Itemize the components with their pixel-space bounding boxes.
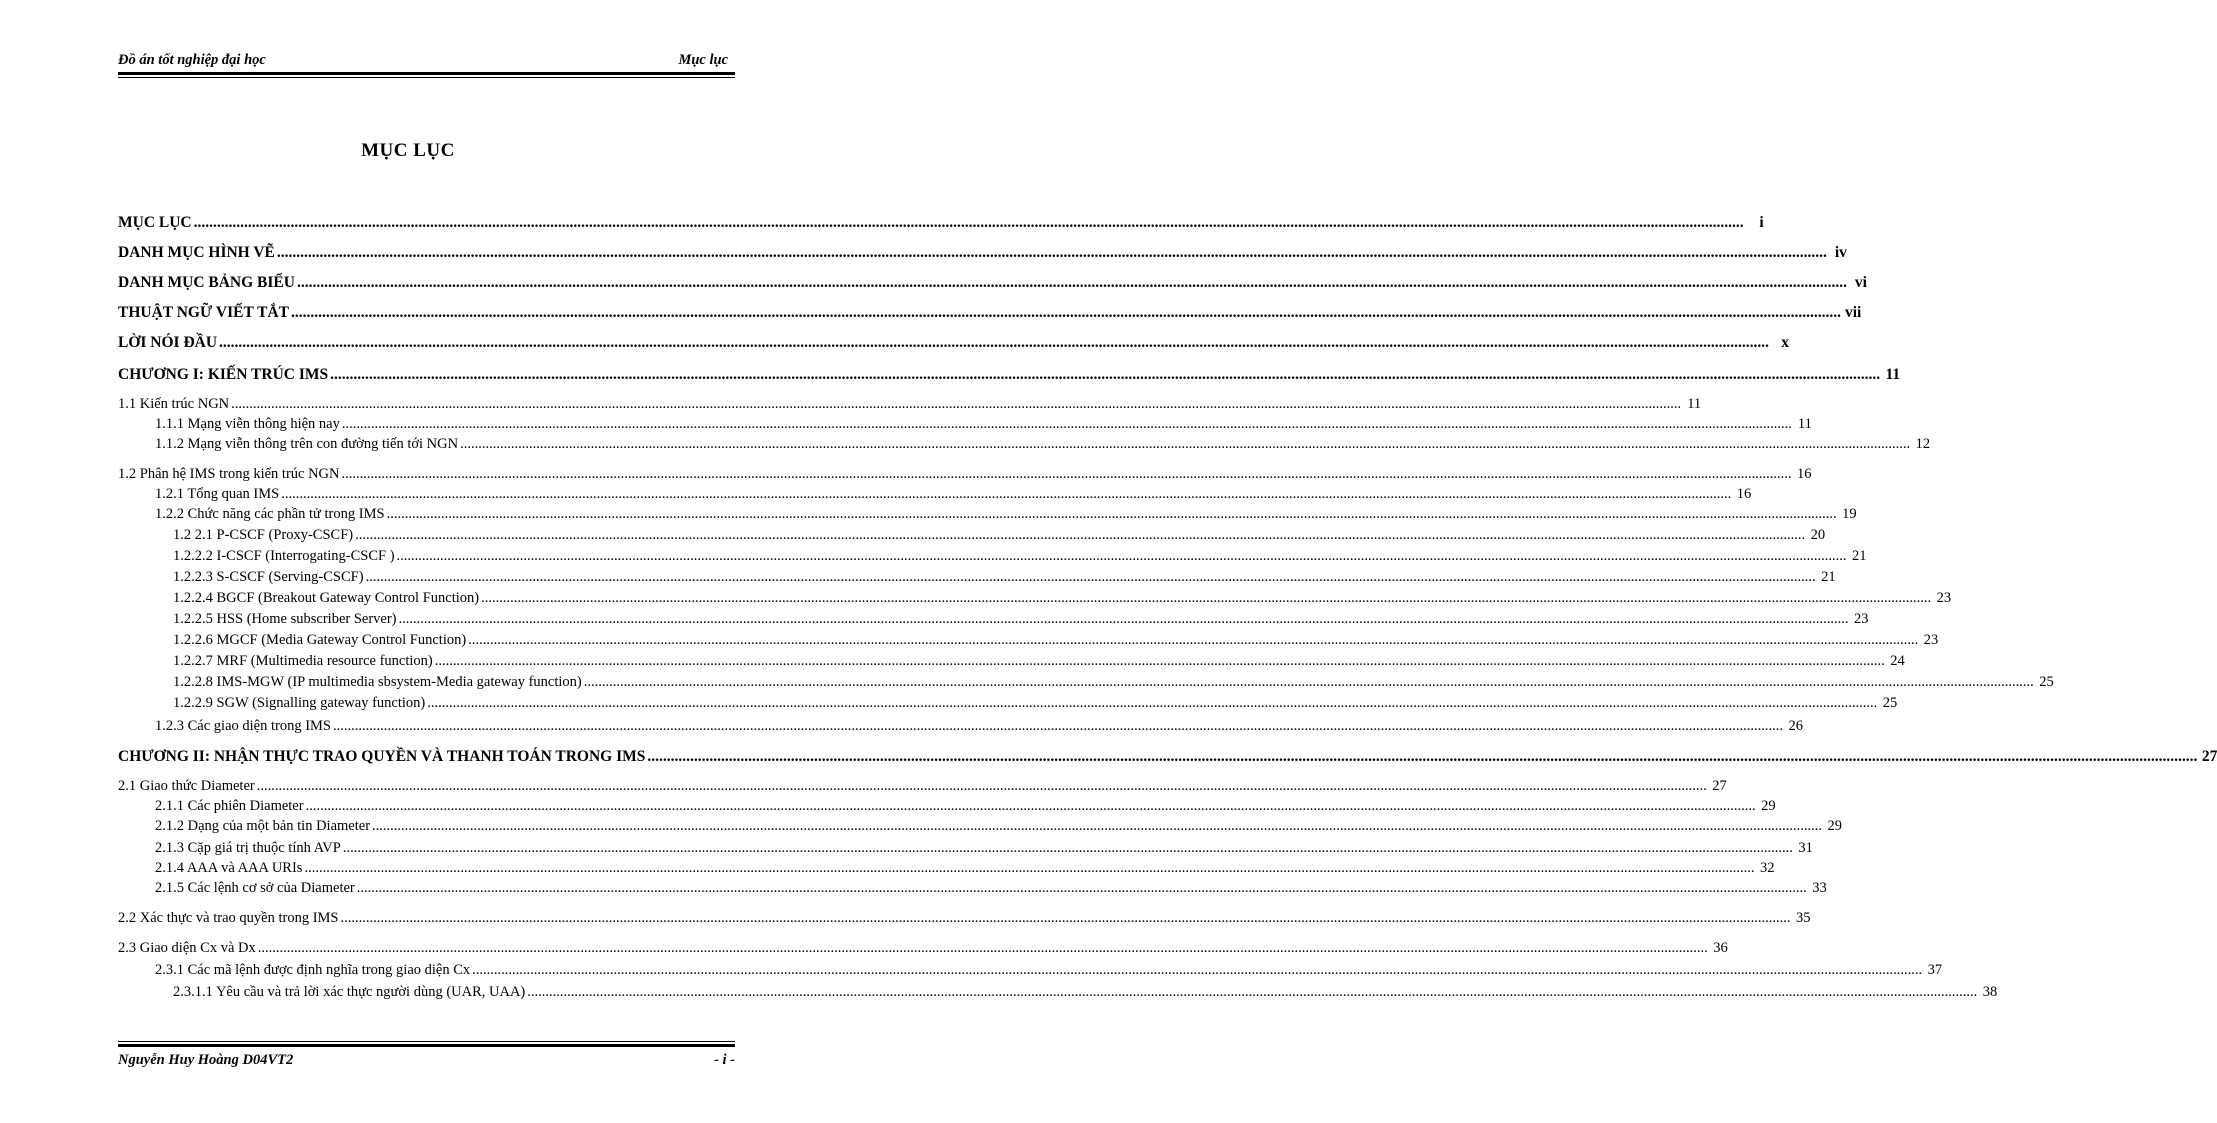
toc-entry[interactable] [155, 486, 1752, 506]
toc-dot-leader: ................................................................................................................................................................................................................................................................................................................................................................................................................ [193, 214, 1744, 231]
toc-entry-title: 2.3 Giao diện Cx và Dx [118, 940, 256, 956]
toc-entry-page: 21 [1821, 569, 1836, 585]
toc-entry-title: 2.1.5 Các lệnh cơ sở của Diameter [155, 880, 355, 896]
toc-entry[interactable] [118, 940, 1728, 960]
toc-entry-title: 1.2.2.6 MGCF (Media Gateway Control Function) [173, 632, 467, 648]
toc-dot-leader: ................................................................................................................................................................................................................................................................................................................................................................................................................ [481, 590, 1932, 606]
toc-entry-title: 1.1 Kiến trúc NGN [118, 396, 230, 412]
toc-entry[interactable] [173, 674, 2054, 694]
toc-entry[interactable] [155, 860, 1775, 880]
toc-entry-title: DANH MỤC HÌNH VẼ [118, 244, 275, 261]
toc-entry-title: 2.1 Giao thức Diameter [118, 778, 255, 794]
toc-entry[interactable] [173, 632, 1939, 652]
toc-entry-title: 2.1.3 Cặp giá trị thuộc tính AVP [155, 840, 341, 856]
toc-entry-title: 1.1.1 Mạng viễn thông hiện nay [155, 416, 340, 432]
toc-dot-leader: ................................................................................................................................................................................................................................................................................................................................................................................................................ [341, 466, 1792, 482]
toc-entry-title: 1.1.2 Mạng viễn thông trên con đường tiến tới NGN [155, 436, 459, 452]
toc-entry-page: 19 [1842, 506, 1857, 522]
toc-dot-leader: ................................................................................................................................................................................................................................................................................................................................................................................................................ [333, 718, 1783, 734]
footer-author: Nguyễn Huy Hoàng D04VT2 [118, 1052, 294, 1068]
toc-entry-title: CHƯƠNG II: NHẬN THỰC TRAO QUYỀN VÀ THANH TOÁN TRONG IMS [118, 748, 646, 765]
toc-entry-page: 26 [1788, 718, 1803, 734]
toc-entry-page: 25 [1882, 695, 1898, 711]
toc-entry[interactable] [173, 984, 1998, 1004]
toc-entry-title: 2.1.2 Dạng của một bản tin Diameter [155, 818, 371, 834]
toc-entry[interactable] [155, 506, 1857, 526]
toc-entry-title: 1.2.2.3 S-CSCF (Serving-CSCF) [173, 569, 364, 585]
toc-entry-page: 11 [1797, 416, 1812, 432]
toc-entry[interactable] [155, 718, 1803, 738]
toc-entry-title: 1.2.2.4 BGCF (Breakout Gateway Control Function) [173, 590, 480, 606]
toc-dot-leader: ................................................................................................................................................................................................................................................................................................................................................................................................................ [231, 396, 1682, 412]
toc-entry-title: 1.2.2.5 HSS (Home subscriber Server) [173, 611, 397, 627]
toc-entry-title: DANH MỤC BẢNG BIỂU [118, 274, 295, 291]
toc-entry[interactable] [118, 274, 1867, 294]
toc-entry-title: 1.2 Phân hệ IMS trong kiến trúc NGN [118, 466, 340, 482]
toc-entry[interactable] [173, 653, 1905, 673]
toc-dot-leader: ................................................................................................................................................................................................................................................................................................................................................................................................................ [296, 274, 1847, 291]
toc-entry[interactable] [118, 396, 1702, 416]
toc-entry[interactable] [118, 244, 1847, 264]
toc-entry[interactable] [173, 527, 1826, 547]
toc-entry[interactable] [155, 818, 1843, 838]
toc-entry-page: iv [1834, 244, 1847, 261]
toc-entry[interactable] [155, 798, 1776, 818]
toc-entry-page: 38 [1982, 984, 1998, 1000]
toc-dot-leader: ................................................................................................................................................................................................................................................................................................................................................................................................................ [341, 416, 1792, 432]
toc-entry-page: vi [1854, 274, 1867, 291]
toc-entry-page: 29 [1761, 798, 1776, 814]
toc-entry[interactable] [118, 778, 1727, 798]
toc-dot-leader: ................................................................................................................................................................................................................................................................................................................................................................................................................ [460, 436, 1911, 452]
toc-entry-page: 20 [1810, 527, 1826, 543]
toc-entry-title: 1.2.1 Tổng quan IMS [155, 486, 280, 502]
toc-entry-page: 37 [1927, 962, 1943, 978]
toc-dot-leader: ................................................................................................................................................................................................................................................................................................................................................................................................................ [330, 366, 1881, 383]
page-header [118, 52, 728, 74]
toc-entry-title: THUẬT NGỮ VIẾT TẮT [118, 304, 289, 321]
footer-rule [118, 1041, 735, 1047]
toc-entry[interactable] [173, 569, 1836, 589]
toc-dot-leader: ................................................................................................................................................................................................................................................................................................................................................................................................................ [281, 486, 1732, 502]
toc-dot-leader: ................................................................................................................................................................................................................................................................................................................................................................................................................ [304, 860, 1755, 876]
toc-dot-leader: ................................................................................................................................................................................................................................................................................................................................................................................................................ [257, 940, 1708, 956]
toc-dot-leader: ................................................................................................................................................................................................................................................................................................................................................................................................................ [372, 818, 1823, 834]
toc-entry-title: LỜI NÓI ĐẦU [118, 334, 218, 351]
toc-entry-title: 1.2.3 Các giao diện trong IMS [155, 718, 331, 734]
toc-entry[interactable] [173, 611, 1869, 631]
toc-entry-page: 16 [1736, 486, 1752, 502]
toc-entry-title: CHƯƠNG I: KIẾN TRÚC IMS [118, 366, 329, 383]
toc-entry-page: 11 [1885, 366, 1901, 383]
toc-entry[interactable] [118, 214, 1764, 234]
toc-dot-leader: ................................................................................................................................................................................................................................................................................................................................................................................................................ [276, 244, 1827, 261]
header-document-title: Đồ án tốt nghiệp đại học [118, 52, 266, 68]
header-rule [118, 72, 735, 78]
toc-entry-page: 27 [1712, 778, 1727, 794]
toc-entry-title: 2.3.1 Các mã lệnh được định nghĩa trong giao diện Cx [155, 962, 471, 978]
footer-page-number: - i - [714, 1052, 735, 1068]
toc-dot-leader: ................................................................................................................................................................................................................................................................................................................................................................................................................ [290, 304, 1841, 321]
toc-entry-title: 1.2 2.1 P-CSCF (Proxy-CSCF) [173, 527, 354, 543]
toc-entry-page: 33 [1812, 880, 1827, 896]
toc-entry[interactable] [173, 548, 1867, 568]
toc-entry-page: 35 [1795, 910, 1811, 926]
toc-entry-page: 29 [1827, 818, 1843, 834]
toc-dot-leader: ................................................................................................................................................................................................................................................................................................................................................................................................................ [427, 695, 1878, 711]
toc-entry-title: 1.2.2.8 IMS-MGW (IP multimedia sbsystem-Media gateway function) [173, 674, 582, 690]
toc-entry-title: 1.2.2.2 I-CSCF (Interrogating-CSCF ) [173, 548, 395, 564]
toc-entry-page: 27 [2201, 748, 2217, 765]
toc-entry-page: x [1781, 334, 1790, 351]
toc-entry[interactable] [118, 466, 1812, 486]
toc-entry[interactable] [118, 748, 2217, 768]
toc-dot-leader: ................................................................................................................................................................................................................................................................................................................................................................................................................ [219, 334, 1770, 351]
toc-dot-leader: ................................................................................................................................................................................................................................................................................................................................................................................................................ [355, 527, 1806, 543]
toc-entry[interactable] [118, 334, 1790, 354]
toc-entry-page: i [1759, 214, 1764, 231]
toc-entry-title: 2.1.4 AAA và AAA URIs [155, 860, 303, 876]
toc-entry-title: 2.1.1 Các phiên Diameter [155, 798, 304, 814]
toc-entry-page: 11 [1687, 396, 1702, 412]
toc-entry[interactable] [118, 304, 1862, 324]
toc-entry-page: 31 [1798, 840, 1813, 856]
toc-dot-leader: ................................................................................................................................................................................................................................................................................................................................................................................................................ [398, 611, 1849, 627]
toc-entry-page: 32 [1759, 860, 1775, 876]
toc-entry[interactable] [173, 590, 1952, 610]
toc-entry[interactable] [118, 910, 1811, 930]
toc-entry-title: 2.2 Xác thực và trao quyền trong IMS [118, 910, 339, 926]
toc-entry-page: 36 [1713, 940, 1728, 956]
header-section-title: Mục lục [678, 52, 728, 68]
toc-dot-leader: ................................................................................................................................................................................................................................................................................................................................................................................................................ [396, 548, 1847, 564]
toc-dot-leader: ................................................................................................................................................................................................................................................................................................................................................................................................................ [434, 653, 1885, 669]
toc-entry-page: 21 [1852, 548, 1867, 564]
toc-dot-leader: ................................................................................................................................................................................................................................................................................................................................................................................................................ [468, 632, 1919, 648]
toc-dot-leader: ................................................................................................................................................................................................................................................................................................................................................................................................................ [472, 962, 1923, 978]
toc-entry[interactable] [118, 366, 1901, 386]
toc-entry[interactable] [155, 416, 1812, 436]
page-title: MỤC LỤC [361, 140, 455, 161]
toc-dot-leader: ................................................................................................................................................................................................................................................................................................................................................................................................................ [365, 569, 1816, 585]
toc-entry-title: 1.2.2.9 SGW (Signalling gateway function) [173, 695, 426, 711]
toc-dot-leader: ................................................................................................................................................................................................................................................................................................................................................................................................................ [527, 984, 1978, 1000]
toc-entry-page: 23 [1923, 632, 1939, 648]
toc-entry-page: 23 [1854, 611, 1869, 627]
toc-dot-leader: ................................................................................................................................................................................................................................................................................................................................................................................................................ [386, 506, 1837, 522]
toc-dot-leader: ................................................................................................................................................................................................................................................................................................................................................................................................................ [256, 778, 1707, 794]
toc-entry-title: 1.2.2 Chức năng các phần tử trong IMS [155, 506, 385, 522]
toc-entry-title: MỤC LỤC [118, 214, 192, 231]
toc-dot-leader: ................................................................................................................................................................................................................................................................................................................................................................................................................ [356, 880, 1807, 896]
toc-entry[interactable] [155, 880, 1827, 900]
toc-entry-page: 23 [1936, 590, 1952, 606]
toc-entry[interactable] [173, 695, 1898, 715]
toc-entry[interactable] [155, 840, 1813, 860]
page-footer [118, 1052, 735, 1074]
toc-entry[interactable] [155, 962, 1943, 982]
toc-entry-page: 25 [2039, 674, 2054, 690]
toc-dot-leader: ................................................................................................................................................................................................................................................................................................................................................................................................................ [342, 840, 1793, 856]
toc-dot-leader: ................................................................................................................................................................................................................................................................................................................................................................................................................ [647, 748, 2198, 765]
toc-entry-page: 24 [1890, 653, 1905, 669]
toc-entry-page: vii [1844, 304, 1862, 321]
toc-entry-title: 2.3.1.1 Yêu cầu và trả lời xác thực người dùng (UAR, UAA) [173, 984, 526, 1000]
toc-entry-title: 1.2.2.7 MRF (Multimedia resource function) [173, 653, 433, 669]
toc-dot-leader: ................................................................................................................................................................................................................................................................................................................................................................................................................ [583, 674, 2034, 690]
toc-entry-page: 16 [1797, 466, 1812, 482]
toc-entry-page: 12 [1915, 436, 1931, 452]
toc-dot-leader: ................................................................................................................................................................................................................................................................................................................................................................................................................ [340, 910, 1791, 926]
toc-entry[interactable] [155, 436, 1931, 456]
toc-dot-leader: ................................................................................................................................................................................................................................................................................................................................................................................................................ [305, 798, 1756, 814]
